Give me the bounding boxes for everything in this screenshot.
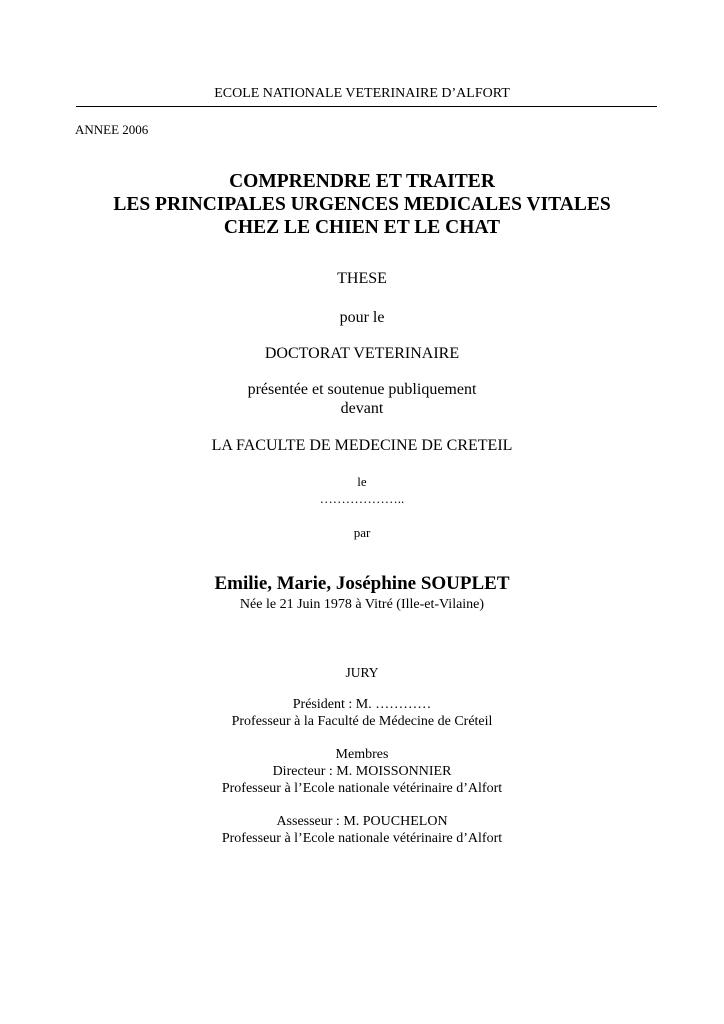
thesis-title-line-3: CHEZ LE CHIEN ET LE CHAT	[223, 217, 501, 238]
school-header: ECOLE NATIONALE VETERINAIRE D’ALFORT	[214, 86, 510, 101]
degree-label: DOCTORAT VETERINAIRE	[264, 345, 460, 362]
thesis-title-line-1: COMPRENDRE ET TRAITER	[229, 171, 495, 192]
jury-heading: JURY	[345, 665, 379, 680]
faculty-label: LA FACULTE DE MEDECINE DE CRETEIL	[211, 437, 513, 454]
these-label: THESE	[337, 270, 387, 287]
date-placeholder: ………………..	[319, 491, 405, 506]
header-rule	[76, 106, 657, 107]
jury-director: Directeur : M. MOISSONNIER	[272, 764, 452, 779]
jury-president-title: Professeur à la Faculté de Médecine de Créteil	[231, 714, 493, 729]
par-label: par	[353, 525, 371, 540]
jury-president: Président : M. …………	[292, 697, 432, 712]
year-label: ANNEE 2006	[75, 122, 149, 137]
jury-assessor-title: Professeur à l’Ecole nationale vétérinaire d’Alfort	[221, 831, 503, 846]
presentation-label: présentée et soutenue publiquement	[247, 381, 477, 398]
le-label: le	[357, 474, 367, 489]
pour-le-label: pour le	[339, 309, 385, 326]
author-birth: Née le 21 Juin 1978 à Vitré (Ille-et-Vilaine)	[239, 597, 485, 612]
jury-members-heading: Membres	[335, 747, 389, 762]
jury-assessor: Assesseur : M. POUCHELON	[276, 814, 448, 829]
author-name: Emilie, Marie, Joséphine SOUPLET	[214, 573, 510, 594]
devant-label: devant	[340, 400, 384, 417]
thesis-title-line-2: LES PRINCIPALES URGENCES MEDICALES VITALES	[113, 194, 611, 215]
jury-director-title: Professeur à l’Ecole nationale vétérinaire d’Alfort	[221, 781, 503, 796]
